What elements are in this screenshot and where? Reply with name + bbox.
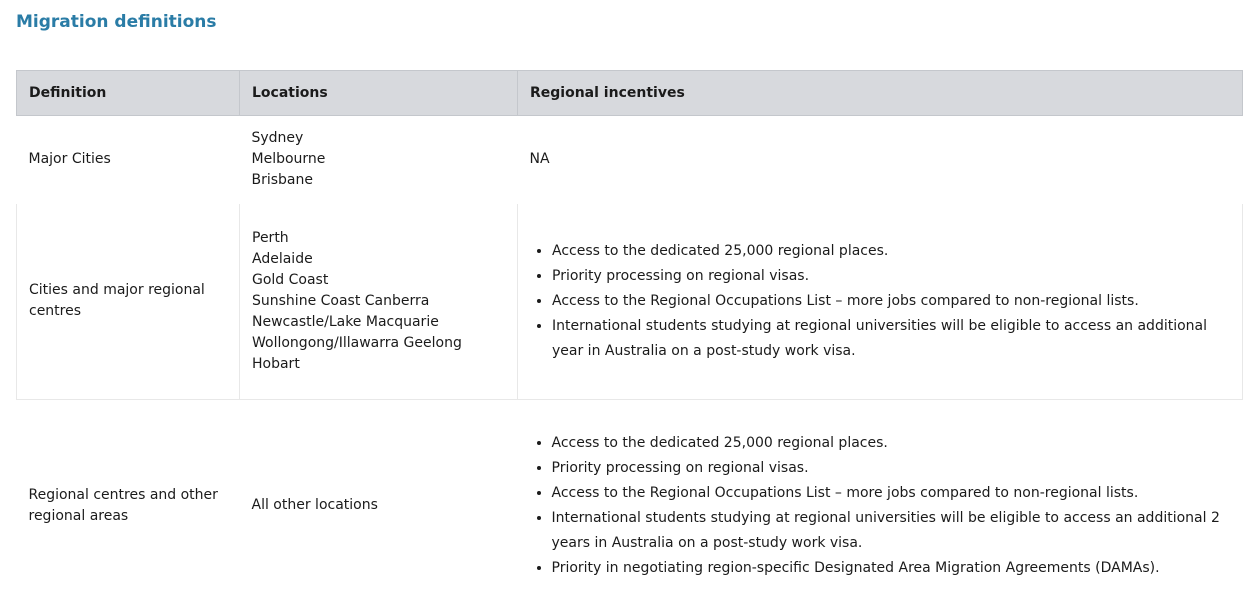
definition-cell: Cities and major regional centres	[17, 204, 240, 400]
location-item: Melbourne	[251, 151, 326, 168]
location-item: Gold Coast	[252, 271, 329, 288]
incentive-item: • Access to the dedicated 25,000 regional places.	[552, 431, 1231, 456]
locations-list	[252, 228, 505, 375]
incentives-cell	[518, 400, 1243, 612]
incentive-item: • Priority in negotiating region-specific Designated Area Migration Agreements (DAMAs).	[552, 556, 1231, 581]
incentive-item: • Access to the dedicated 25,000 regional places.	[552, 239, 1230, 264]
migration-definitions-table	[16, 70, 1243, 612]
incentives-list	[530, 239, 1230, 364]
column-header-regional-incentives: Regional incentives	[518, 71, 1243, 116]
location-item: Perth	[252, 229, 289, 246]
column-header-locations: Locations	[240, 71, 518, 116]
definition-cell: Regional centres and other regional areas	[28, 486, 218, 524]
locations-cell: All other locations	[251, 497, 378, 514]
table-row-major-cities	[17, 116, 1243, 204]
incentives-list	[530, 431, 1231, 581]
location-item: Hobart	[252, 355, 300, 372]
page-title: Migration definitions	[16, 12, 217, 32]
table-row-cities-and-major-regional-centres	[17, 204, 1243, 400]
incentive-item: • International students studying at regional universities will be eligible to access an additional 2 years in Australia on a post-study work visa.	[552, 506, 1231, 556]
incentive-item: • International students studying at regional universities will be eligible to access an additional year in Australia on a post-study work visa.	[552, 314, 1230, 364]
incentives-cell	[518, 204, 1243, 400]
location-item: Brisbane	[251, 172, 313, 189]
location-item: Sunshine Coast Canberra	[252, 292, 430, 309]
location-item: Wollongong/Illawarra Geelong	[252, 334, 462, 351]
location-item: Adelaide	[252, 250, 313, 267]
location-item: Sydney	[251, 130, 304, 147]
locations-cell	[240, 204, 518, 400]
locations-cell	[240, 116, 518, 204]
locations-list	[252, 128, 506, 191]
incentive-item: • Access to the Regional Occupations List – more jobs compared to non-regional lists.	[552, 481, 1231, 506]
incentive-item: • Access to the Regional Occupations List – more jobs compared to non-regional lists.	[552, 289, 1230, 314]
location-item: Newcastle/Lake Macquarie	[252, 313, 439, 330]
table-row-regional-centres-and-other-regional-areas	[17, 400, 1243, 612]
column-header-definition: Definition	[17, 71, 240, 116]
table-header-row	[17, 71, 1243, 116]
definition-cell: Major Cities	[28, 151, 111, 168]
incentives-cell: NA	[529, 151, 550, 168]
incentive-item: • Priority processing on regional visas.	[552, 264, 1230, 289]
incentive-item: • Priority processing on regional visas.	[552, 456, 1231, 481]
